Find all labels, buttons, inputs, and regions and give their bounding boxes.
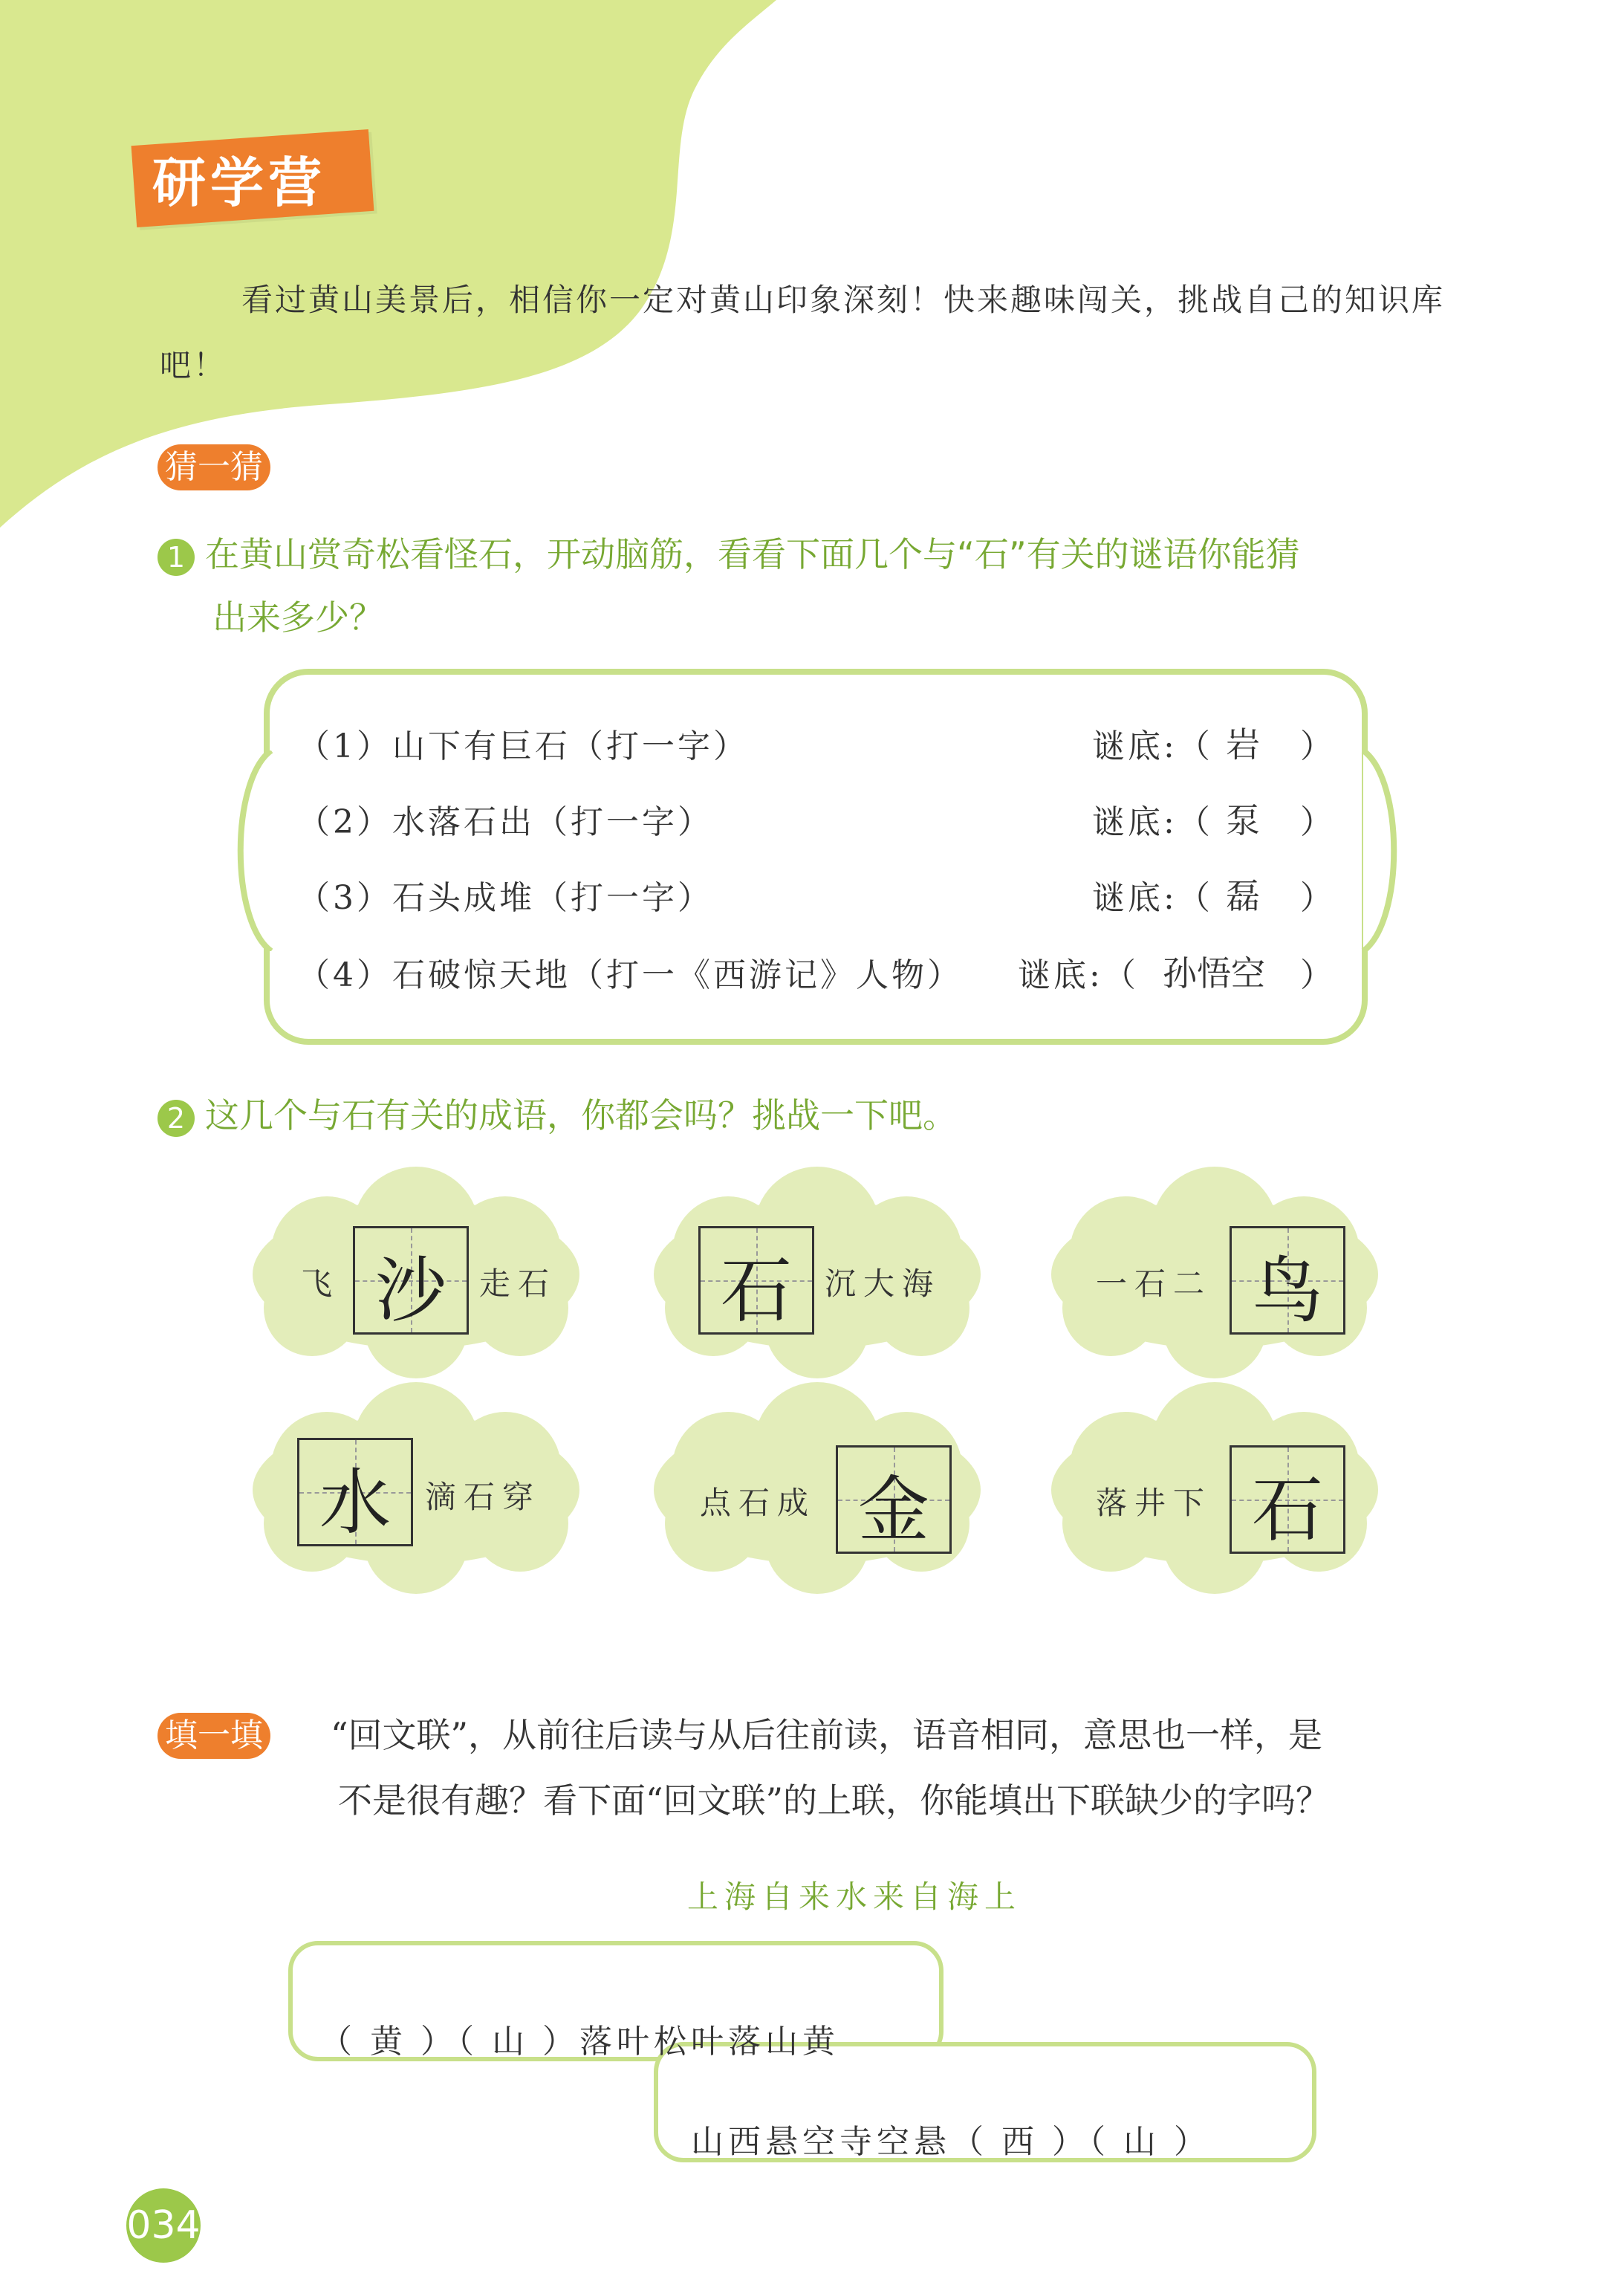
couplet-1-open: （ [319,2023,357,2061]
section-badge-fill: 填一填 [157,1713,270,1759]
page-number: 034 [126,2188,201,2263]
riddle-3-answer: 磊 [1226,876,1260,916]
riddle-2: （2）水落石出（打一字） [297,803,713,841]
example-couplet: 上海自来水来自海上 [687,1879,1022,1915]
riddle-1-answer: 岩 [1226,725,1260,765]
idiom-5-pre: 点石成 [700,1485,816,1521]
riddle-1: （1）山下有巨石（打一字） [297,727,749,765]
riddle-4-close: ） [1300,956,1336,994]
question-number: 1 [157,539,195,576]
idiom-4-cell [297,1438,413,1546]
question-number: 2 [157,1100,195,1137]
couplet-2-answer-1: 西 [1001,2123,1039,2161]
couplet-1-rest: ）落叶松叶落山黄 [542,2023,839,2061]
idiom-1-post: 走石 [479,1265,557,1302]
idiom-2-cell [698,1226,814,1335]
couplet-1-answer-2: 山 [492,2023,529,2061]
riddle-1-label: 谜底:（ [1092,727,1213,765]
idiom-1-char: 沙 [375,1249,446,1332]
section-2-line2: 不是很有趣？看下面“回文联”的上联，你能填出下联缺少的字吗？ [338,1780,1331,1821]
idiom-6-pre: 落井下 [1096,1485,1212,1521]
couplet-2-answer-2: 山 [1123,2123,1160,2161]
question-1-line1: 在黄山赏奇松看怪石，开动脑筋，看看下面几个与“石”有关的谜语你能猜 [205,534,1300,574]
section-badge-guess: 猜一猜 [157,444,270,490]
page-title: 研学营 [152,152,327,214]
idiom-5-char: 金 [858,1468,929,1552]
idiom-3-char: 鸟 [1252,1249,1323,1332]
riddle-1-close: ） [1300,727,1336,765]
intro-paragraph: 看过黄山美景后，相信你一定对黄山印象深刻！快来趣味闯关，挑战自己的知识库吧！ [160,282,1446,383]
idiom-3-pre: 一石二 [1096,1265,1212,1302]
idiom-1-pre: 飞 [301,1265,340,1302]
couplet-1 [319,1977,839,2062]
riddle-4: （4）石破惊天地（打一《西游记》人物） [297,956,963,994]
idiom-3-cell [1230,1226,1345,1335]
riddle-4-answer: 孙悟空 [1163,953,1265,993]
question-2-text: 这几个与石有关的成语，你都会吗？挑战一下吧。 [205,1095,957,1135]
couplet-2 [691,2077,1211,2162]
riddle-3-close: ） [1300,879,1336,917]
section-2-line1: “回文联”，从前往后读与从后往前读，语音相同，意思也一样，是 [331,1715,1323,1755]
idiom-4-post: 滴石穿 [425,1479,542,1515]
couplet-2-text: 山西悬空寺空悬（ [691,2123,988,2161]
idiom-1-cell [353,1226,469,1335]
couplet-2-mid: ）（ [1052,2123,1110,2161]
couplet-1-answer-1: 黄 [370,2023,407,2061]
idiom-5-cell [836,1445,952,1554]
riddle-3: （3）石头成堆（打一字） [297,879,713,917]
couplet-2-close: ） [1174,2123,1211,2161]
idiom-6-cell [1230,1445,1345,1554]
idiom-2-char: 石 [721,1249,792,1332]
idiom-2-post: 沉大海 [825,1265,941,1302]
riddle-2-label: 谜底:（ [1092,803,1213,841]
riddle-4-label: 谜底:（ [1018,956,1139,994]
riddle-2-close: ） [1300,803,1336,841]
question-1-line2: 出来多少？ [212,597,383,638]
riddle-2-answer: 泵 [1226,800,1260,840]
idiom-4-char: 水 [319,1461,391,1544]
riddle-3-label: 谜底:（ [1092,879,1213,917]
idiom-6-char: 石 [1252,1468,1323,1552]
couplet-1-mid: ）（ [420,2023,478,2061]
